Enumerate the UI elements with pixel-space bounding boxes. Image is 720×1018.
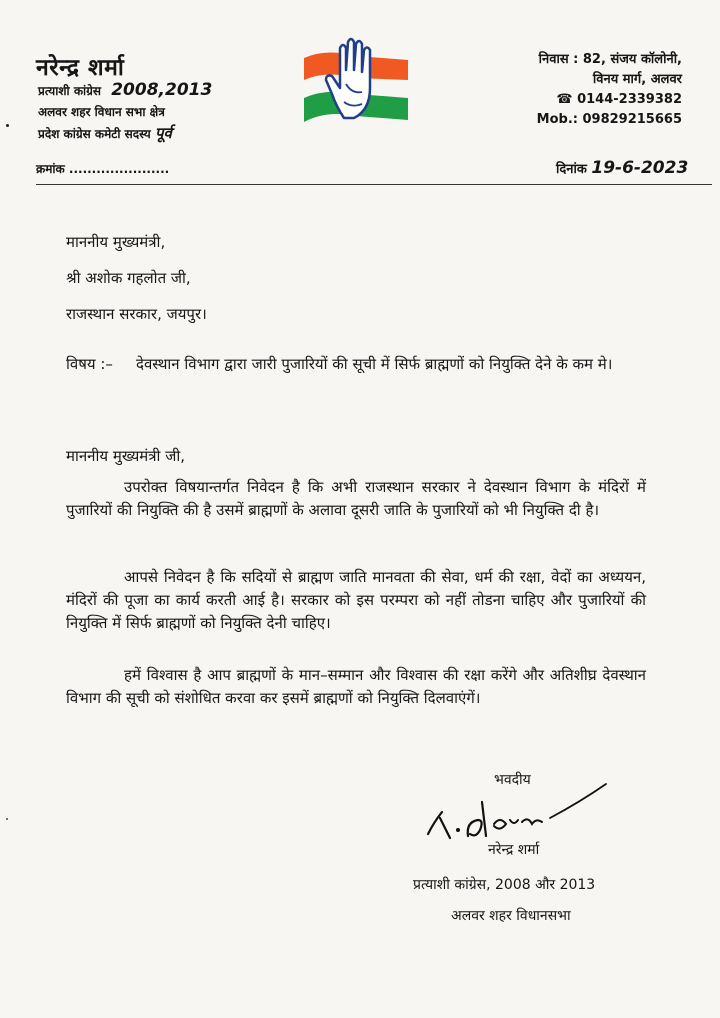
margin-mark bbox=[6, 124, 9, 127]
subject-text: देवस्थान विभाग द्वारा जारी पुजारियों की सूची में सिर्फ ब्राह्मणों को नियुक्ति देने के कम मे। bbox=[136, 355, 613, 373]
date-label: दिनांक bbox=[556, 162, 587, 177]
letterhead-address bbox=[537, 50, 682, 130]
subject-label: विषय :– bbox=[66, 355, 113, 373]
recipient-line-3: राजस्थान सरकार, जयपुर। bbox=[66, 305, 207, 323]
address-line-2: विनय मार्ग, अलवर bbox=[592, 72, 682, 87]
body-paragraph-2 bbox=[66, 566, 646, 635]
phone-number: ☎ 0144-2339382 bbox=[556, 92, 682, 107]
margin-mark bbox=[6, 818, 8, 820]
date-line bbox=[556, 158, 688, 178]
body-paragraph-3 bbox=[66, 664, 646, 710]
paragraph-text: उपरोक्त विषयान्तर्गत निवेदन है कि अभी राजस्थान सरकार ने देवस्थान विभाग के मंदिरों में पुजारियों की नियुक्ति की है उसमें ब्राह्मणों के अलावा दूसरी जाति के पुजारियों को भी नियुक्ति दी है। bbox=[66, 478, 646, 519]
letterhead-constituency-line: अलवर शहर विधान सभा क्षेत्र bbox=[38, 105, 165, 119]
recipient-block bbox=[66, 224, 207, 332]
letterhead-candidate-line bbox=[38, 80, 212, 100]
mobile-number: Mob.: 09829215665 bbox=[536, 112, 682, 127]
letterhead-name: नरेन्द्र शर्मा bbox=[36, 55, 125, 81]
signatory-title: प्रत्याशी कांग्रेस, 2008 और 2013 bbox=[413, 877, 596, 893]
signatory-constituency: अलवर शहर विधानसभा bbox=[451, 908, 571, 924]
date-value: 19-6-2023 bbox=[591, 158, 689, 178]
paragraph-text: आपसे निवेदन है कि सदियों से ब्राह्मण जाति मानवता की सेवा, धर्म की रक्षा, वेदों का अध्ययन, मंदिरों की पूजा का कार्य करती आई है। सरकार को इस परम्परा को नहीं तोडना चाहिए और पुजारियों की नियुक्ति में सिर्फ ब्राह्मणों को नियुक्ति देनी चाहिए। bbox=[66, 568, 646, 632]
candidate-label: प्रत्याशी कांग्रेस bbox=[38, 84, 102, 98]
letterhead-committee-line bbox=[38, 123, 172, 143]
committee-former-mark: पूर्व bbox=[154, 124, 172, 142]
paragraph-text: हमें विश्वास है आप ब्राह्मणों के मान–सम्मान और विश्वास की रक्षा करेंगे और अतिशीघ्र देवस्थान विभाग की सूची को संशोधित करवा कर इसमें ब्राह्मणों को नियुक्ति दिलवाएंगें। bbox=[66, 666, 646, 707]
recipient-line-2: श्री अशोक गहलोत जी, bbox=[66, 269, 191, 287]
header-divider bbox=[36, 184, 712, 185]
signature bbox=[420, 782, 610, 848]
reference-number: क्रमांक ...................... bbox=[36, 162, 170, 176]
body-paragraph-1 bbox=[66, 476, 646, 522]
recipient-line-1: माननीय मुख्यमंत्री, bbox=[66, 233, 166, 251]
subject-block bbox=[66, 350, 646, 378]
salutation: माननीय मुख्यमंत्री जी, bbox=[66, 447, 185, 465]
candidate-years: 2008,2013 bbox=[111, 80, 213, 100]
congress-hand-icon bbox=[296, 36, 416, 132]
committee-label: प्रदेश कांग्रेस कमेटी सदस्य bbox=[38, 127, 151, 141]
valediction: भवदीय bbox=[494, 772, 531, 788]
signatory-name: नरेन्द्र शर्मा bbox=[488, 842, 540, 858]
address-line-1: निवास : 82, संजय कॉलोनी, bbox=[538, 52, 682, 67]
